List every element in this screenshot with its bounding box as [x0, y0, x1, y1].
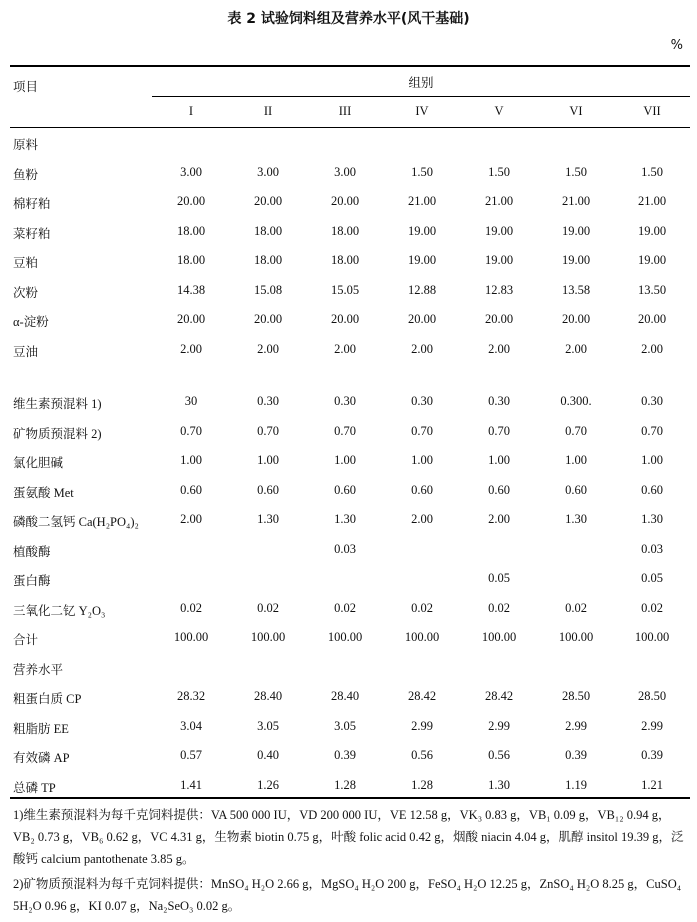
- table-cell: 1.00: [488, 453, 510, 467]
- table-cell: 12.83: [484, 283, 514, 297]
- table-row: [0, 194, 697, 212]
- group-number: III: [338, 104, 352, 118]
- table-row: [0, 512, 697, 530]
- row-label: 维生素预混料 1): [13, 397, 102, 411]
- table-cell: 20.00: [176, 312, 206, 326]
- header-rule: [10, 127, 690, 128]
- table-row: [0, 135, 697, 153]
- table-cell: 100.00: [558, 630, 594, 644]
- table-cell: 0.02: [488, 601, 510, 615]
- table-cell: 21.00: [637, 194, 667, 208]
- table-cell: 2.00: [488, 512, 510, 526]
- table-cell: 2.00: [411, 512, 433, 526]
- table-cell: 28.32: [176, 689, 206, 703]
- table-cell: 19.00: [561, 253, 591, 267]
- table-cell: 1.30: [488, 778, 510, 792]
- group-number: V: [494, 104, 504, 118]
- table-cell: 1.00: [334, 453, 356, 467]
- table-cell: 0.60: [641, 483, 663, 497]
- table-cell: 1.30: [257, 512, 279, 526]
- table-cell: 0.30: [411, 394, 433, 408]
- row-label: 鱼粉: [13, 168, 39, 182]
- table-cell: 0.70: [641, 424, 663, 438]
- table-cell: 1.21: [641, 778, 663, 792]
- table-cell: 30: [184, 394, 198, 408]
- item-header: 项目: [13, 80, 39, 94]
- table-row: [0, 253, 697, 271]
- row-label: 氯化胆碱: [13, 456, 64, 470]
- table-cell: 1.00: [257, 453, 279, 467]
- table-cell: 3.04: [180, 719, 202, 733]
- table-cell: 1.50: [411, 165, 433, 179]
- table-row: [0, 483, 697, 501]
- table-cell: 28.42: [484, 689, 514, 703]
- table-cell: 0.56: [488, 748, 510, 762]
- table-cell: 20.00: [561, 312, 591, 326]
- unit-label: %: [670, 38, 683, 53]
- table-cell: 19.00: [484, 253, 514, 267]
- row-label: 合计: [13, 633, 39, 647]
- row-label: 次粉: [13, 286, 39, 300]
- table-row: [0, 778, 697, 796]
- table-cell: 18.00: [176, 224, 206, 238]
- group-underline: [152, 96, 690, 97]
- group-number: VI: [569, 104, 583, 118]
- table-cell: 19.00: [637, 253, 667, 267]
- table-cell: 1.00: [411, 453, 433, 467]
- table-cell: 20.00: [253, 312, 283, 326]
- table-cell: 0.39: [641, 748, 663, 762]
- table-cell: 2.99: [488, 719, 510, 733]
- table-cell: 3.00: [334, 165, 356, 179]
- table-cell: 2.00: [565, 342, 587, 356]
- table-cell: 1.26: [257, 778, 279, 792]
- table-cell: 0.30: [257, 394, 279, 408]
- table-cell: 0.60: [411, 483, 433, 497]
- table-row: [0, 660, 697, 678]
- table-cell: 20.00: [637, 312, 667, 326]
- table-cell: 20.00: [330, 194, 360, 208]
- table-cell: 19.00: [637, 224, 667, 238]
- table-cell: 0.30: [641, 394, 663, 408]
- table-cell: 19.00: [484, 224, 514, 238]
- table-cell: 0.40: [257, 748, 279, 762]
- table-cell: 13.58: [561, 283, 591, 297]
- table-cell: 1.28: [411, 778, 433, 792]
- row-label: 矿物质预混料 2): [13, 427, 102, 441]
- footnote-vitamin: 1)维生素预混料为每千克饲料提供：VA 500 000 IU，VD 200 000 IU，VE 12.58 g，VK₃ 0.83 g，VB₁ 0.09 g，VB₁₂ 0.94 g，VB₂ 0.73 g，VB₆ 0.62 g，VC 4.31 g，生物素 biotin 0.75 g，叶酸 folic acid 0.42 g，烟酸 niacin 4.04 g，肌醇 insitol 19.39 g，泛酸钙 calcium pantothenate 3.85 g。: [13, 808, 684, 866]
- table-cell: 0.60: [257, 483, 279, 497]
- group-number: II: [263, 104, 273, 118]
- table-cell: 1.00: [641, 453, 663, 467]
- group-number: IV: [415, 104, 429, 118]
- table-title: 表 2 试验饲料组及营养水平(风干基础): [227, 11, 470, 27]
- table-cell: 1.50: [565, 165, 587, 179]
- row-label: α-淀粉: [13, 315, 49, 329]
- table-cell: 0.70: [411, 424, 433, 438]
- table-cell: 100.00: [481, 630, 517, 644]
- table-cell: 1.50: [641, 165, 663, 179]
- table-row: [0, 342, 697, 360]
- table-cell: 0.70: [488, 424, 510, 438]
- table-cell: 13.50: [637, 283, 667, 297]
- table-cell: 2.99: [411, 719, 433, 733]
- table-cell: 0.60: [334, 483, 356, 497]
- table-cell: 3.05: [257, 719, 279, 733]
- row-label: 总磷 TP: [13, 781, 56, 795]
- table-cell: 0.03: [641, 542, 663, 556]
- top-rule: [10, 65, 690, 67]
- table-cell: 0.03: [334, 542, 356, 556]
- table-cell: 28.40: [330, 689, 360, 703]
- table-cell: 3.05: [334, 719, 356, 733]
- table-row: [0, 224, 697, 242]
- table-cell: 0.60: [488, 483, 510, 497]
- table-cell: 21.00: [561, 194, 591, 208]
- table-cell: 1.50: [488, 165, 510, 179]
- table-cell: 2.00: [411, 342, 433, 356]
- group-number-row: [152, 104, 690, 122]
- table-cell: 28.50: [561, 689, 591, 703]
- table-cell: 28.40: [253, 689, 283, 703]
- table-cell: 0.70: [180, 424, 202, 438]
- table-cell: 20.00: [176, 194, 206, 208]
- table-row: [0, 542, 697, 560]
- table-row: [0, 165, 697, 183]
- row-label: 棉籽粕: [13, 197, 51, 211]
- table-cell: 1.00: [565, 453, 587, 467]
- table-cell: 18.00: [330, 224, 360, 238]
- table-cell: 21.00: [407, 194, 437, 208]
- table-cell: 0.60: [565, 483, 587, 497]
- bottom-rule: [10, 797, 690, 799]
- table-cell: 0.02: [334, 601, 356, 615]
- row-label: 营养水平: [13, 663, 64, 677]
- table-cell: 0.05: [641, 571, 663, 585]
- table-row: [0, 630, 697, 648]
- table-cell: 100.00: [173, 630, 209, 644]
- table-row: [0, 453, 697, 471]
- table-cell: 0.02: [641, 601, 663, 615]
- row-label: 豆油: [13, 345, 39, 359]
- table-cell: 20.00: [407, 312, 437, 326]
- table-cell: 20.00: [330, 312, 360, 326]
- table-cell: 28.50: [637, 689, 667, 703]
- table-cell: 1.41: [180, 778, 202, 792]
- row-label: 粗脂肪 EE: [13, 722, 69, 736]
- table-cell: 0.02: [411, 601, 433, 615]
- table-cell: 2.00: [334, 342, 356, 356]
- table-cell: 1.30: [565, 512, 587, 526]
- group-number: VII: [643, 104, 661, 118]
- table-row: [0, 571, 697, 589]
- table-cell: 0.70: [334, 424, 356, 438]
- table-cell: 0.56: [411, 748, 433, 762]
- table-cell: 19.00: [407, 224, 437, 238]
- table-cell: 0.39: [334, 748, 356, 762]
- table-row: [0, 312, 697, 330]
- table-cell: 1.28: [334, 778, 356, 792]
- footnote-mineral: 2)矿物质预混料为每千克饲料提供：MnSO₄ H₂O 2.66 g，MgSO₄ H₂O 200 g，FeSO₄ H₂O 12.25 g，ZnSO₄ H₂O 8.25 g，CuSO₄ 5H₂O 0.96 g，KI 0.07 g，Na₂SeO₃ 0.02 g。: [13, 877, 682, 913]
- table-cell: 0.57: [180, 748, 202, 762]
- table-cell: 100.00: [250, 630, 286, 644]
- table-cell: 20.00: [484, 312, 514, 326]
- group-number: I: [188, 104, 194, 118]
- table-row: [0, 748, 697, 766]
- table-cell: 0.70: [565, 424, 587, 438]
- table-cell: 28.42: [407, 689, 437, 703]
- table-cell: 19.00: [561, 224, 591, 238]
- row-label: 粗蛋白质 CP: [13, 692, 82, 706]
- table-cell: 18.00: [176, 253, 206, 267]
- table-row: [0, 719, 697, 737]
- table-cell: 100.00: [634, 630, 670, 644]
- table-cell: 0.02: [565, 601, 587, 615]
- table-cell: 18.00: [253, 224, 283, 238]
- table-cell: 100.00: [327, 630, 363, 644]
- table-row: [0, 283, 697, 301]
- table-row: [0, 689, 697, 707]
- table-cell: 20.00: [253, 194, 283, 208]
- table-cell: 2.99: [641, 719, 663, 733]
- row-label: 植酸酶: [13, 545, 51, 559]
- table-cell: 15.08: [253, 283, 283, 297]
- table-cell: 0.60: [180, 483, 202, 497]
- table-cell: 15.05: [330, 283, 360, 297]
- table-cell: 0.39: [565, 748, 587, 762]
- table-cell: 0.300.: [560, 394, 592, 408]
- table-cell: 2.00: [180, 342, 202, 356]
- table-cell: 0.30: [488, 394, 510, 408]
- table-cell: 1.00: [180, 453, 202, 467]
- table-cell: 19.00: [407, 253, 437, 267]
- table-cell: 2.00: [180, 512, 202, 526]
- row-label: 有效磷 AP: [13, 751, 70, 765]
- row-label: 三氧化二钇 Y₂O₃: [13, 604, 106, 618]
- row-label: 豆粕: [13, 256, 39, 270]
- table-cell: 0.70: [257, 424, 279, 438]
- table-cell: 14.38: [176, 283, 206, 297]
- table-cell: 0.02: [257, 601, 279, 615]
- table-cell: 2.00: [641, 342, 663, 356]
- table-cell: 1.30: [641, 512, 663, 526]
- row-label: 蛋氨酸 Met: [13, 486, 74, 500]
- row-label: 蛋白酶: [13, 574, 51, 588]
- row-label: 菜籽粕: [13, 227, 51, 241]
- table-cell: 3.00: [257, 165, 279, 179]
- table-row: [0, 394, 697, 412]
- table-row: [0, 601, 697, 619]
- table-row: [0, 424, 697, 442]
- table-cell: 2.00: [257, 342, 279, 356]
- table-cell: 18.00: [253, 253, 283, 267]
- table-cell: 0.05: [488, 571, 510, 585]
- table-cell: 1.19: [565, 778, 587, 792]
- table-cell: 2.99: [565, 719, 587, 733]
- table-cell: 2.00: [488, 342, 510, 356]
- table-cell: 3.00: [180, 165, 202, 179]
- table-cell: 21.00: [484, 194, 514, 208]
- row-label: 原料: [13, 138, 39, 152]
- table-cell: 100.00: [404, 630, 440, 644]
- group-header: 组别: [408, 76, 434, 90]
- table-cell: 18.00: [330, 253, 360, 267]
- table-cell: 0.02: [180, 601, 202, 615]
- table-cell: 12.88: [407, 283, 437, 297]
- table-cell: 0.30: [334, 394, 356, 408]
- row-label: 磷酸二氢钙 Ca(H₂PO₄)₂: [13, 515, 139, 529]
- table-cell: 1.30: [334, 512, 356, 526]
